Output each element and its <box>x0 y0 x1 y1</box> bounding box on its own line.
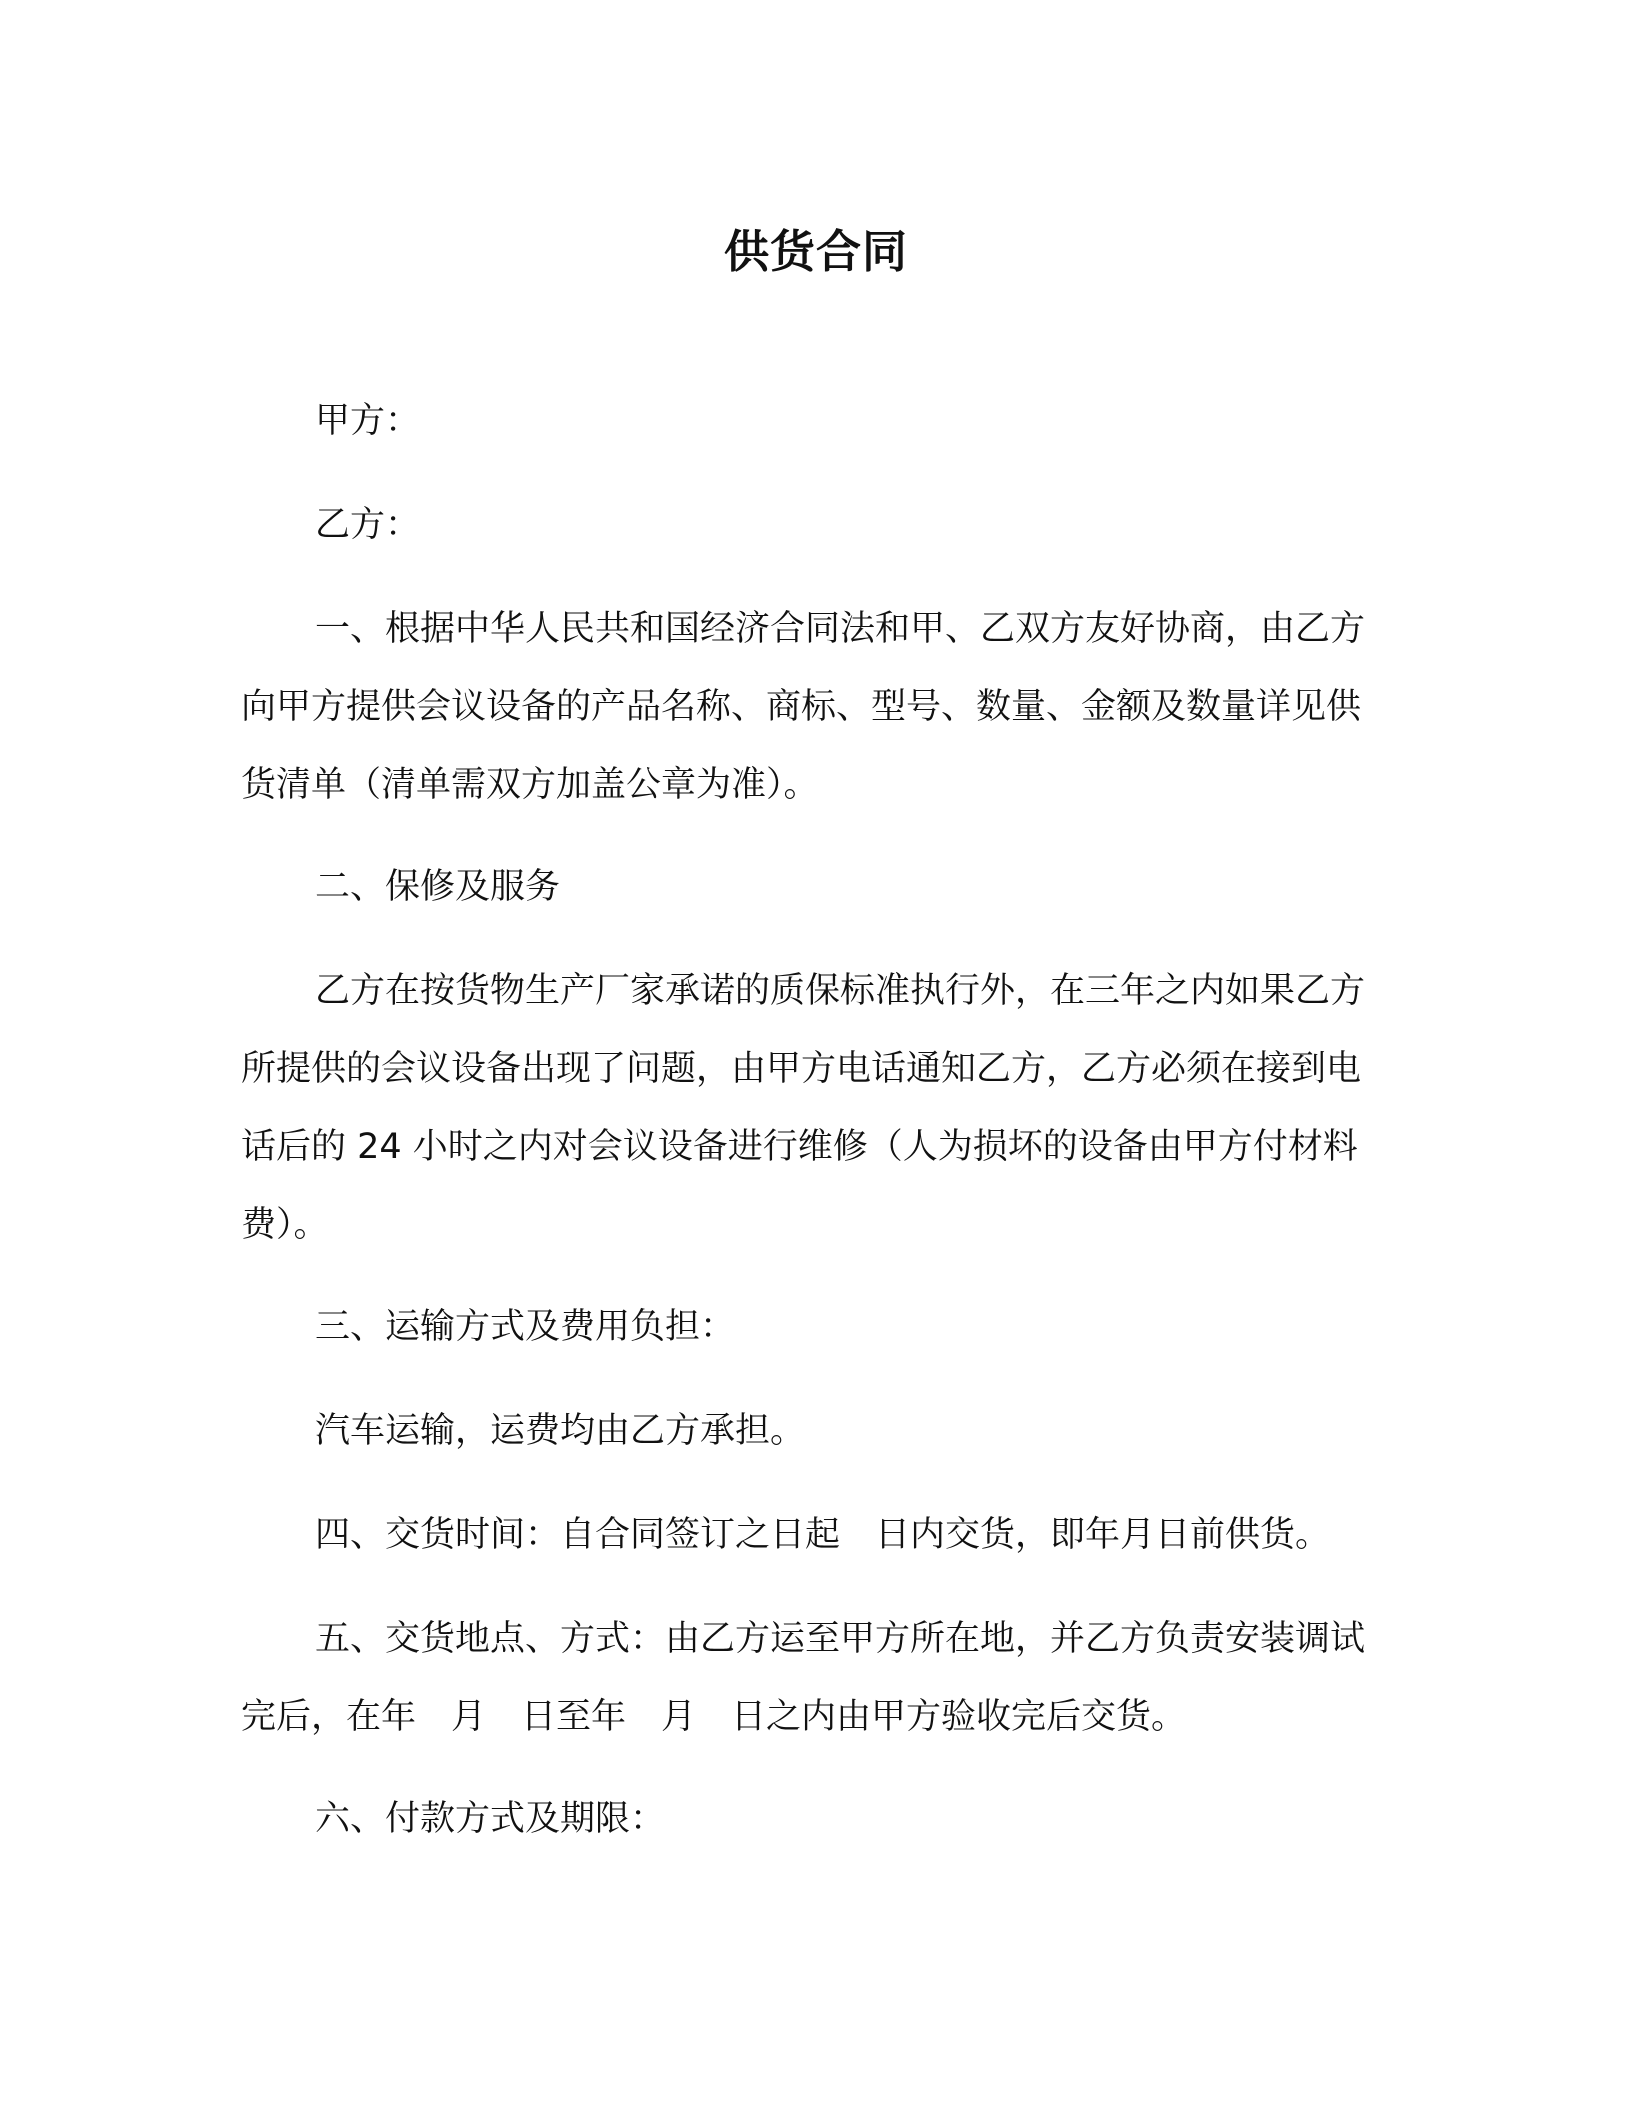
clause-5-text: 五、交货地点、方式：由乙方运至甲方所在地，并乙方负责安装调试完后，在年 月 日至年 月 日之内由甲方验收完后交货。 <box>241 1619 1366 1737</box>
clause-3-heading: 三、运输方式及费用负担： <box>315 1307 736 1347</box>
clause-4-text: 四、交货时间：自合同签订之日起 日内交货，即年月日前供货。 <box>315 1515 1331 1555</box>
clause-3-text: 汽车运输，运费均由乙方承担。 <box>315 1411 806 1451</box>
clause-2-heading: 二、保修及服务 <box>315 867 561 907</box>
party-a-line: 甲方： <box>315 401 421 441</box>
clause-2-text: 乙方在按货物生产厂家承诺的质保标准执行外，在三年之内如果乙方所提供的会议设备出现了问题，由甲方电话通知乙方，乙方必须在接到电话后的 24 小时之内对会议设备进行维修（人为损坏的设备由甲方付材料费）。 <box>241 971 1366 1245</box>
contract-title: 供货合同 <box>723 225 908 278</box>
clause-6-heading: 六、付款方式及期限： <box>315 1799 666 1839</box>
party-b-line: 乙方： <box>315 505 421 545</box>
clause-1-text: 一、根据中华人民共和国经济合同法和甲、乙双方友好协商，由乙方向甲方提供会议设备的产品名称、商标、型号、数量、金额及数量详见供货清单（清单需双方加盖公章为准）。 <box>241 609 1366 805</box>
